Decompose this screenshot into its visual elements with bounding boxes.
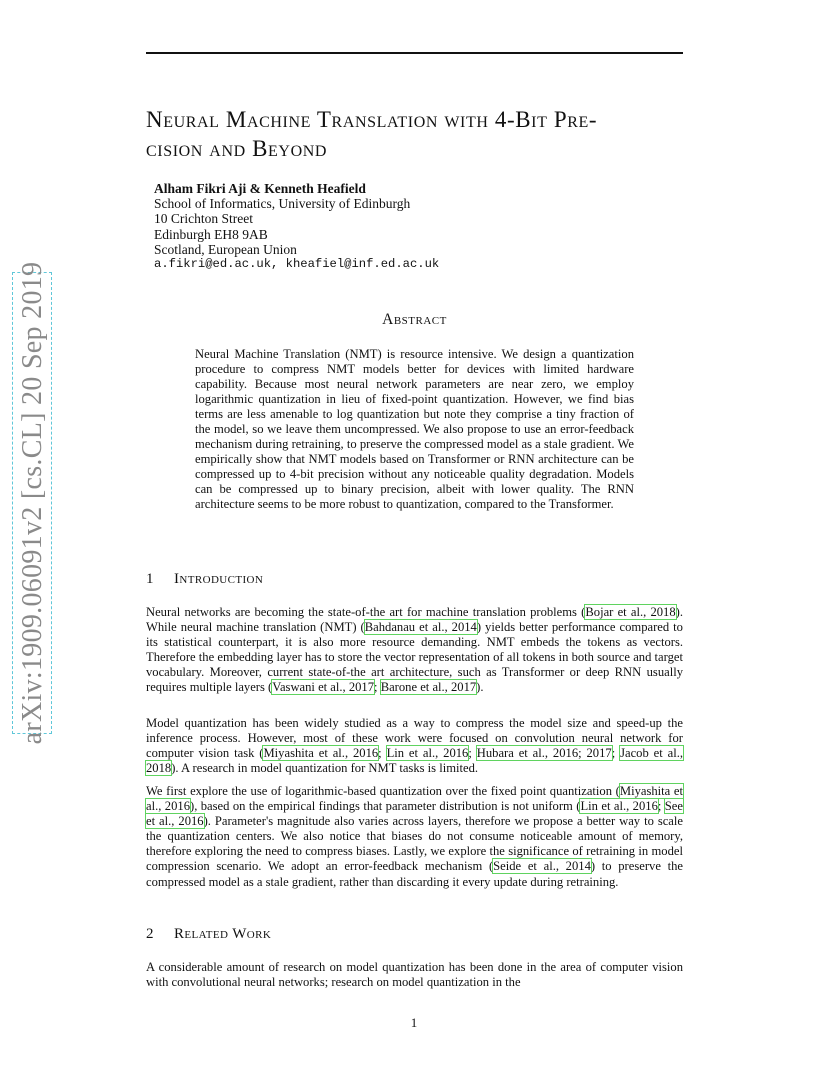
text-run: Neural networks are becoming the state-of-the art for machine translation problems ( <box>146 605 586 619</box>
arxiv-identifier[interactable]: arXiv:1909.06091v2 [cs.CL] 20 Sep 2019 <box>17 261 48 745</box>
section-number: 2 <box>146 926 154 942</box>
intro-paragraph-2 <box>146 716 683 776</box>
citation-link[interactable]: Miyashita et al., 2016 <box>146 784 683 814</box>
citation-link[interactable]: Barone et al., 2017 <box>380 680 477 695</box>
affiliation-line: 10 Crichton Street <box>154 211 253 227</box>
section-number: 1 <box>146 571 154 587</box>
abstract-heading: Abstract <box>382 311 447 328</box>
text-run: ; <box>374 680 381 695</box>
paper-title <box>146 105 691 163</box>
title-line-1: Neural Machine Translation with 4-Bit Pre- <box>146 107 598 132</box>
text-run: ; <box>468 746 477 761</box>
text-run: ; <box>611 746 621 761</box>
citation-link[interactable]: See et al., 2016 <box>146 799 683 829</box>
citation-link[interactable]: Lin et al., 2016 <box>580 799 658 814</box>
title-line-2: cision and Beyond <box>146 136 328 161</box>
text-run: ), based on the empirical findings that parameter distribution is not uniform ( <box>190 799 581 814</box>
affiliation-line: Scotland, European Union <box>154 241 297 257</box>
intro-paragraph-3 <box>146 784 683 890</box>
author-emails: a.fikri@ed.ac.uk, kheafiel@inf.ed.ac.uk <box>154 257 440 272</box>
text-run: We first explore the use of logarithmic-based quantization over the fixed point quantization ( <box>146 784 620 798</box>
citation-link[interactable]: Seide et al., 2014 <box>493 859 591 874</box>
author-block <box>154 181 439 272</box>
section-heading-introduction <box>146 571 263 588</box>
citation-link[interactable]: Bojar et al., 2018 <box>585 605 676 619</box>
top-rule <box>146 52 683 54</box>
section-title: Introduction <box>174 571 264 587</box>
text-run: ). While neural machine translation (NMT) ( <box>146 605 683 635</box>
citation-link[interactable]: Bahdanau et al., 2014 <box>364 620 477 635</box>
text-run: ). Parameter's magnitude also varies across layers, therefore we propose a better way to scale the quantization centers. We also notice that biases do not consume noticeable amount of memory, therefore exploring the need to compress biases. Lastly, we explore the significance of retraining in model compression scenario. We adopt an error-feedback mechanism ( <box>146 814 683 874</box>
citation-link[interactable]: Jacob et al., 2018 <box>146 746 683 776</box>
text-run: Model quantization has been widely studied as a way to compress the model size and speed-up the inference process. However, most of these work were focused on convolution neural network for computer vision task ( <box>146 716 683 761</box>
text-run: ). <box>476 680 484 695</box>
citation-link[interactable]: Miyashita et al., 2016 <box>263 746 379 761</box>
intro-paragraph-1 <box>146 605 683 696</box>
text-run: ; <box>378 746 387 761</box>
citation-link[interactable]: Hubara et al., 2016; 2017 <box>476 746 612 761</box>
section-title: Related Work <box>174 926 272 942</box>
text-run: ). A research in model quantization for NMT tasks is limited. <box>171 761 479 776</box>
citation-link[interactable]: Vaswani et al., 2017 <box>272 680 375 695</box>
text-run: ) yields better performance compared to its statistical counterpart, it is also more resource demanding. NMT embeds the tokens as vectors. Therefore the embedding layer has to store the vector representation of all tokens in both source and target vocabulary. Moreover, current state-of-the art architecture, such as Transformer or deep RNN usually requires multiple layers ( <box>146 620 683 695</box>
related-work-paragraph-1: A considerable amount of research on model quantization has been done in the area of computer vision with convolutional neural networks; research on model quantization in the <box>146 960 683 990</box>
affiliation-line: School of Informatics, University of Edinburgh <box>154 196 411 212</box>
citation-link[interactable]: Lin et al., 2016 <box>386 746 469 761</box>
text-run: ) to preserve the compressed model as a stale gradient, rather than discarding it every update during retraining. <box>146 859 683 889</box>
section-heading-related-work <box>146 926 271 943</box>
affiliation-line: Edinburgh EH8 9AB <box>154 226 268 242</box>
page-number: 1 <box>410 1015 418 1030</box>
author-names: Alham Fikri Aji & Kenneth Heafield <box>154 181 366 196</box>
text-run: ; <box>657 799 665 814</box>
abstract-body: Neural Machine Translation (NMT) is resource intensive. We design a quantization procedure to compress NMT models better for devices with limited hardware capability. Because most neural network parameters are near zero, we employ logarithmic quantization in lieu of fixed-point quantization. However, we find bias terms are less amenable to log quantization but note they comprise a tiny fraction of the model, so we leave them uncompressed. We also propose to use an error-feedback mechanism during retraining, to preserve the compressed model as a stale gradient. We empirically show that NMT models based on Transformer or RNN architecture can be compressed up to 4-bit precision without any noticeable quality degradation. Models can be compressed up to binary precision, albeit with lower quality. The RNN architecture seems to be more robust to quantization, compared to the Transformer. <box>195 347 634 511</box>
